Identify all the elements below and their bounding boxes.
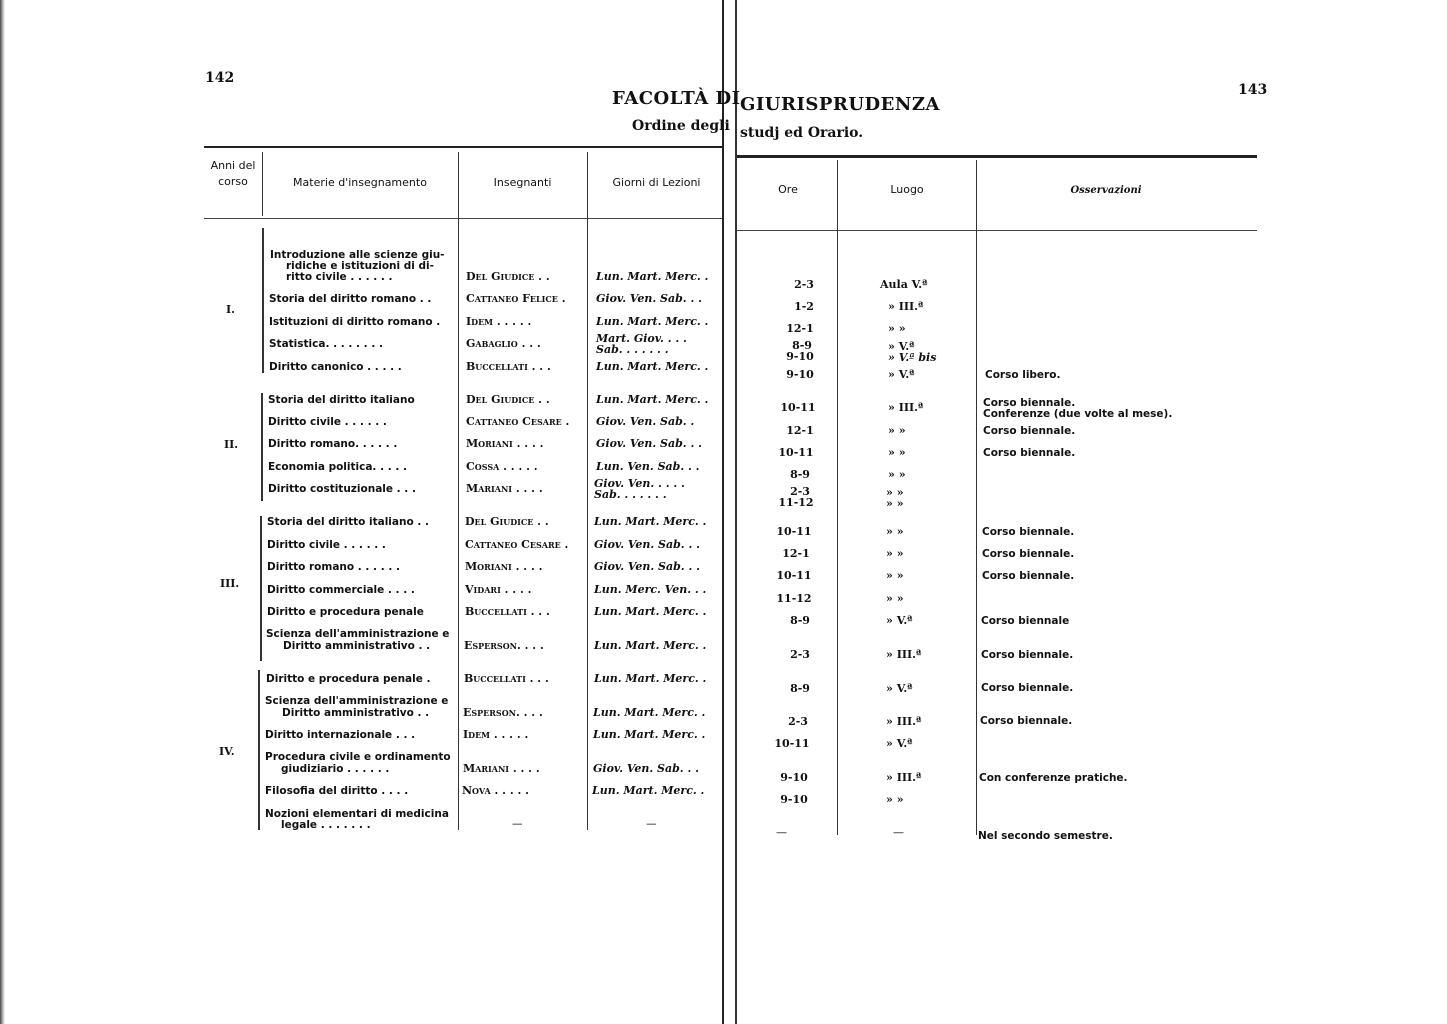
col-rule-2 [458, 152, 459, 830]
place: » III.ª [888, 401, 924, 414]
place: » » [888, 322, 906, 335]
place: » » [886, 497, 904, 510]
days: Lun. Mart. Merc. . [594, 605, 707, 618]
subject: Diritto e procedura penale . [266, 673, 431, 685]
place: » III.ª [886, 771, 922, 784]
teacher: Mariani . . . . [463, 762, 540, 775]
days: Lun. Mart. Merc. . [592, 784, 705, 797]
subject: Statistica. . . . . . . . [269, 338, 383, 350]
place: » V.ª [886, 614, 913, 627]
hours: 8-9 [790, 468, 810, 481]
hours: — [776, 826, 787, 839]
days: Giov. Ven. Sab. . . [594, 538, 700, 551]
subject: Diritto romano . . . . . . [267, 561, 400, 573]
year-label: I. [226, 303, 235, 316]
days: Lun. Mart. Merc. . [596, 315, 709, 328]
subject: Economia politica. . . . . [268, 461, 408, 473]
brace-year-2 [261, 393, 263, 501]
note: Corso biennale. [982, 570, 1075, 582]
col-rule-1 [262, 152, 263, 216]
days: Giov. Ven. Sab. . . [593, 762, 699, 775]
note: Corso biennale. [981, 649, 1074, 661]
hours: 2-3 [794, 278, 814, 291]
note: Corso biennale. [981, 682, 1074, 694]
days: Lun. Mart. Merc. . [593, 728, 706, 741]
place: » V.ª [888, 368, 915, 381]
subject: Storia del diritto italiano [268, 394, 415, 406]
note: Corso biennale. [982, 548, 1075, 560]
hours: 10-11 [778, 446, 814, 459]
hours: 11-12 [776, 592, 812, 605]
days: Giov. Ven. Sab. . [596, 415, 695, 428]
days: — [646, 818, 657, 830]
place: » » [888, 468, 906, 481]
hours: 2-3 [790, 485, 810, 498]
days: Lun. Mart. Merc. . [594, 639, 707, 652]
subject: Storia del diritto romano . . [269, 293, 432, 305]
page-number-right: 143 [1238, 82, 1268, 98]
days: Giov. Ven. Sab. . . [594, 560, 700, 573]
book-spine-right [735, 0, 737, 1024]
header-materie: Materie d'insegnamento [293, 176, 427, 189]
year-label: II. [224, 438, 239, 451]
days: Lun. Mart. Merc. . [596, 393, 709, 406]
place: » V.ª [886, 737, 913, 750]
header-luogo: Luogo [890, 183, 924, 196]
subject: Diritto civile . . . . . . [268, 416, 387, 428]
place: » III.ª [886, 648, 922, 661]
days: Lun. Mart. Merc. . [593, 706, 706, 719]
note: Corso biennale. [983, 447, 1076, 459]
hours: 8-9 [792, 339, 812, 352]
title-left: FACOLTÀ DI [612, 88, 741, 109]
subject-cont: ritto civile . . . . . . [286, 271, 393, 283]
header-rule-right [737, 155, 1257, 158]
place: » V.ª [886, 682, 913, 695]
teacher: — [512, 818, 523, 830]
days: Giov. Ven. Sab. . . [596, 437, 702, 450]
teacher: Mariani . . . . [466, 482, 543, 495]
hours: 9-10 [780, 771, 808, 784]
days: Sab. . . . . . . [596, 343, 669, 356]
teacher: Gabaglio . . . [466, 337, 541, 350]
col-rule-5 [976, 160, 977, 835]
note: Corso biennale. [982, 526, 1075, 538]
days: Lun. Mart. Merc. . [596, 270, 709, 283]
teacher: Cattaneo Cesare . [465, 538, 569, 551]
subject: Diritto commerciale . . . . [267, 584, 415, 596]
teacher: Idem . . . . . [463, 728, 529, 741]
place: » » [888, 424, 906, 437]
note: Nel secondo semestre. [978, 830, 1113, 842]
hours: 11-12 [778, 496, 814, 509]
note: Corso libero. [985, 369, 1061, 381]
teacher: Buccellati . . . [464, 672, 549, 685]
place: » » [886, 592, 904, 605]
subject: Nozioni elementari di medicina [265, 808, 449, 820]
header-anni: Anni del corso [210, 159, 256, 188]
teacher: Esperson. . . . [464, 639, 544, 652]
note: Corso biennale [981, 615, 1070, 627]
col-rule-3 [587, 152, 588, 830]
days: Lun. Mart. Merc. . [594, 672, 707, 685]
page-number-left: 142 [205, 70, 235, 86]
subject: Diritto e procedura penale [267, 606, 424, 618]
hours: 9-10 [780, 793, 808, 806]
subject: Introduzione alle scienze giu- [270, 249, 445, 261]
brace-year-4 [258, 670, 260, 830]
teacher: Nova . . . . . [462, 784, 529, 797]
hours: 8-9 [790, 614, 810, 627]
place: » » [886, 547, 904, 560]
page-edge-shadow [0, 0, 5, 1024]
teacher: Buccellati . . . [465, 605, 550, 618]
place: » » [888, 446, 906, 459]
teacher: Idem . . . . . [466, 315, 532, 328]
subject: Diritto civile . . . . . . [267, 539, 386, 551]
teacher: Cattaneo Cesare . [466, 415, 570, 428]
teacher: Esperson. . . . [463, 706, 543, 719]
hours: 2-3 [790, 648, 810, 661]
subject: Diritto internazionale . . . [265, 729, 416, 741]
place: » » [886, 793, 904, 806]
header-giorni: Giorni di Lezioni [612, 176, 701, 189]
teacher: Del Giudice . . [466, 270, 550, 283]
place: » V.ª [888, 340, 915, 353]
subject-cont: Diritto amministrativo . . [283, 640, 431, 652]
subject: Diritto romano. . . . . . [268, 438, 398, 450]
subtitle-left: Ordine degli [632, 118, 730, 134]
subject: Filosofia del diritto . . . . [265, 785, 409, 797]
note: Corso biennale. [980, 715, 1073, 727]
note: Con conferenze pratiche. [979, 772, 1128, 784]
hours: 12-1 [786, 424, 814, 437]
days: Lun. Ven. Sab. . . [596, 460, 700, 473]
place: » » [886, 569, 904, 582]
header-osservazioni: Osservazioni [1070, 185, 1142, 196]
header-insegnanti: Insegnanti [493, 176, 552, 189]
teacher: Cattaneo Felice . [466, 292, 566, 305]
hours: 10-11 [780, 401, 816, 414]
subject: Diritto canonico . . . . . [269, 361, 402, 373]
subtitle-right: studj ed Orario. [740, 125, 864, 141]
hours: 10-11 [776, 569, 812, 582]
days: Lun. Mart. Merc. . [594, 515, 707, 528]
days: Giov. Ven. Sab. . . [596, 292, 702, 305]
days: Lun. Mart. Merc. . [596, 360, 709, 373]
place: Aula V.ª [880, 278, 928, 291]
days: Lun. Merc. Ven. . . [594, 583, 707, 596]
subject: Procedura civile e ordinamento [265, 751, 451, 763]
days: Giov. Ven. . . . . [594, 477, 685, 490]
year-label: IV. [219, 745, 235, 758]
subject: Scienza dell'amministrazione e [265, 695, 449, 707]
note: Corso biennale. [983, 425, 1076, 437]
subject-cont: ridiche e istituzioni di di- [286, 260, 435, 272]
teacher: Del Giudice . . [466, 393, 550, 406]
teacher: Moriani . . . . [466, 437, 544, 450]
subject-cont: Diritto amministrativo . . [282, 707, 430, 719]
subject: Scienza dell'amministrazione e [266, 628, 450, 640]
teacher: Buccellati . . . [466, 360, 551, 373]
note: Corso biennale. [983, 397, 1076, 409]
hours: 1-2 [794, 300, 814, 313]
teacher: Vidari . . . . [465, 583, 532, 596]
teacher: Moriani . . . . [465, 560, 543, 573]
hours: 2-3 [788, 715, 808, 728]
hours: 9-10 [786, 350, 814, 363]
place: » V.ª bis [888, 351, 937, 364]
header-ore: Ore [778, 183, 798, 196]
place: » III.ª [886, 715, 922, 728]
days: Sab. . . . . . . [594, 488, 667, 501]
subject-cont: giudiziario . . . . . . [281, 763, 390, 775]
hours: 8-9 [790, 682, 810, 695]
hours: 9-10 [786, 368, 814, 381]
place: » » [886, 486, 904, 499]
subject: Diritto costituzionale . . . [268, 483, 416, 495]
brace-year-3 [260, 516, 262, 661]
subject-cont: legale . . . . . . . [281, 819, 371, 831]
brace-year-1 [262, 228, 264, 373]
place: » III.ª [888, 300, 924, 313]
year-label: III. [220, 577, 240, 590]
teacher: Del Giudice . . [465, 515, 549, 528]
book-spine-left [722, 0, 724, 1024]
header-bottom-left [204, 218, 722, 219]
place: — [893, 826, 904, 839]
teacher: Cossa . . . . . [466, 460, 538, 473]
subject: Istituzioni di diritto romano . [269, 316, 441, 328]
days: Mart. Giov. . . . [596, 332, 687, 345]
hours: 10-11 [774, 737, 810, 750]
note: Conferenze (due volte al mese). [983, 408, 1173, 420]
title-right: GIURISPRUDENZA [740, 94, 940, 115]
hours: 12-1 [782, 547, 810, 560]
hours: 10-11 [776, 525, 812, 538]
header-rule-left [204, 146, 722, 148]
subject: Storia del diritto italiano . . [267, 516, 429, 528]
header-bottom-right [737, 230, 1257, 231]
hours: 12-1 [786, 322, 814, 335]
col-rule-4 [837, 160, 838, 835]
place: » » [886, 525, 904, 538]
